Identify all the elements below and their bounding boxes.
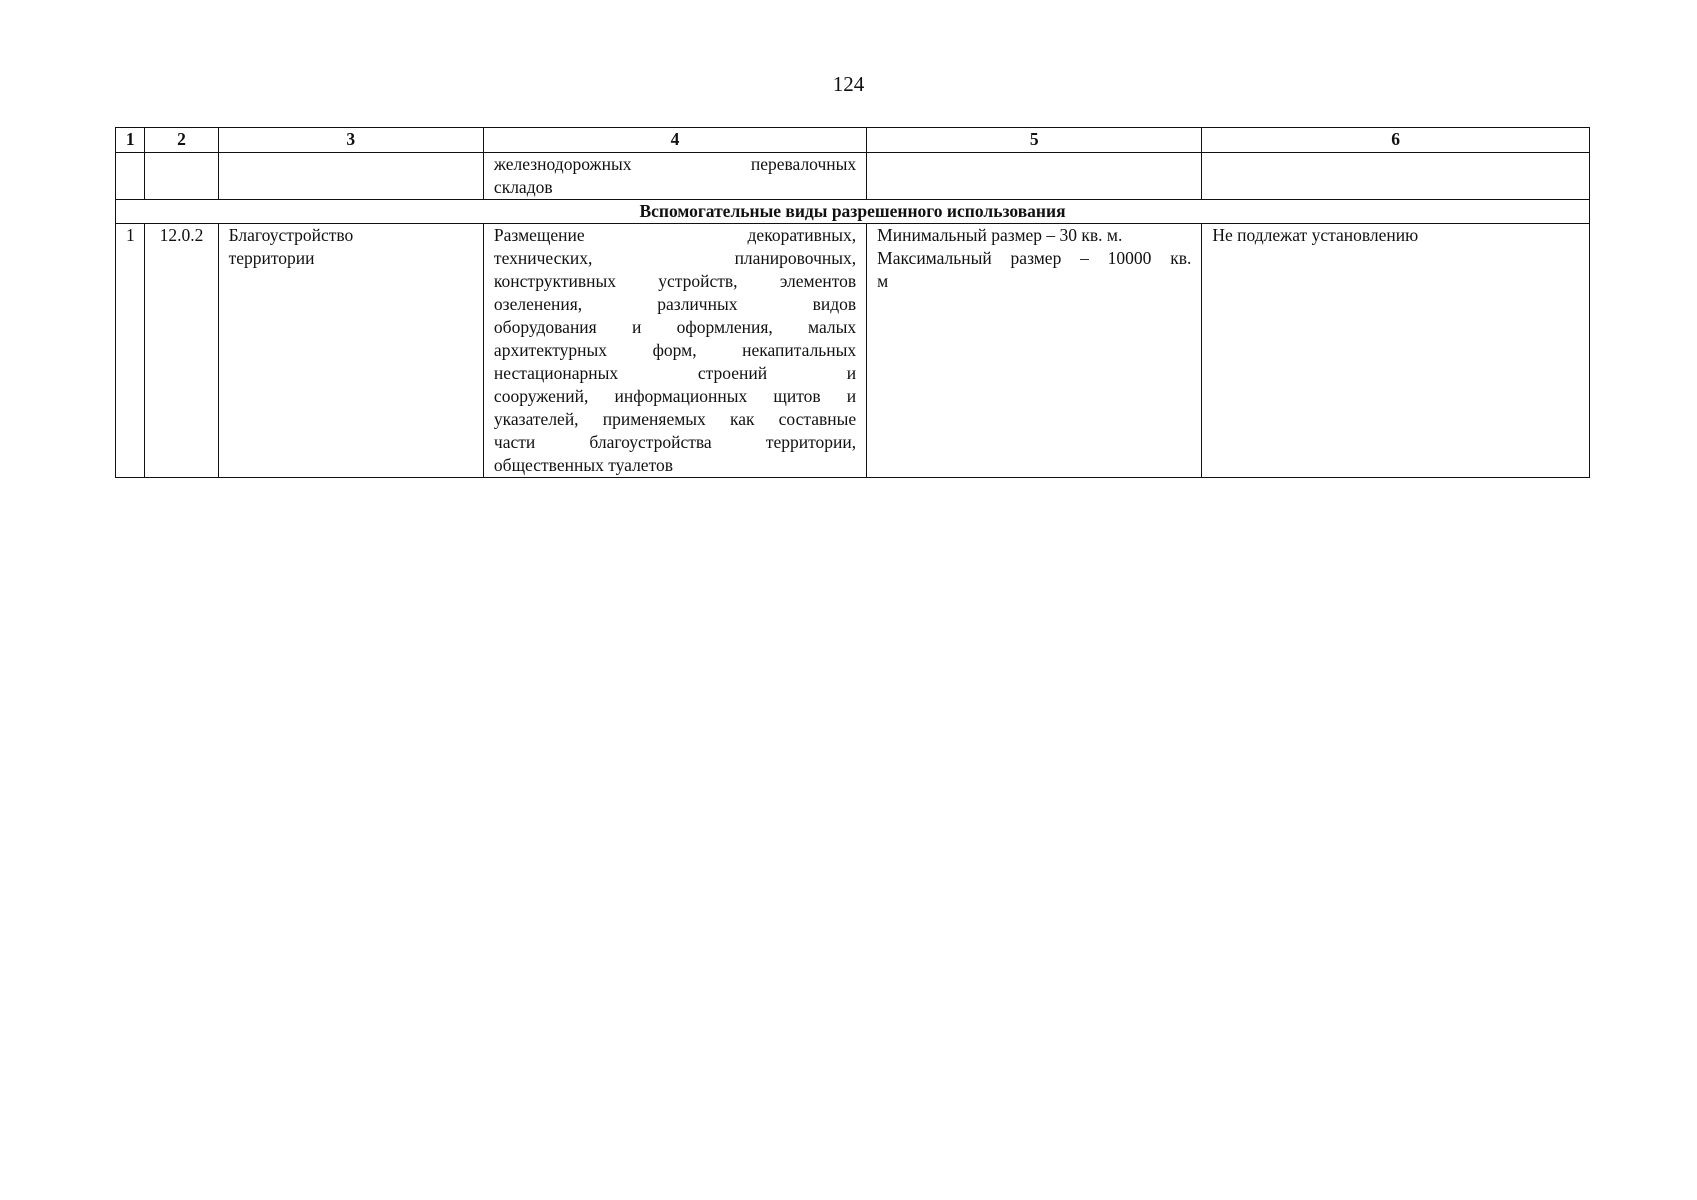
continuation-cell-1 — [116, 153, 145, 200]
row-size-limits — [867, 224, 1202, 478]
row-name-line: территории — [228, 248, 315, 268]
description-line: архитектурных форм, некапитальных — [493, 340, 857, 360]
description-line: общественных туалетов — [493, 455, 673, 475]
description-line: конструктивных устройств, элементов — [493, 271, 857, 291]
page-number: 124 — [832, 72, 865, 96]
continuation-cell-5 — [867, 153, 1202, 200]
description-line: Размещение декоративных, — [493, 225, 857, 245]
header-row — [116, 128, 1590, 153]
row-name — [218, 224, 483, 478]
continuation-cell-3 — [218, 153, 483, 200]
continuation-cell-2 — [145, 153, 218, 200]
description-line: оборудования и оформления, малых — [493, 317, 857, 337]
description-line: технических, планировочных, — [493, 248, 857, 268]
description-line: озеленения, различных видов — [493, 294, 857, 314]
description-line: нестационарных строений и — [493, 363, 857, 383]
section-title: Вспомогательные виды разрешенного использования — [116, 200, 1590, 224]
continuation-text-line: складов — [493, 177, 553, 197]
description-line: части благоустройства территории, — [493, 432, 857, 452]
size-line: Минимальный размер – 30 кв. м. — [877, 225, 1123, 245]
land-use-table — [115, 127, 1590, 478]
description-line: указателей, применяемых как составные — [493, 409, 857, 429]
continuation-cell-6 — [1202, 153, 1590, 200]
header-col-1: 1 — [116, 128, 145, 153]
description-line: сооружений, информационных щитов и — [493, 386, 857, 406]
continuation-cell-4 — [483, 153, 866, 200]
header-col-5: 5 — [867, 128, 1202, 153]
row-code: 12.0.2 — [145, 224, 218, 478]
section-row — [116, 200, 1590, 224]
size-line: Максимальный размер – 10000 кв. — [877, 248, 1192, 268]
table-row — [116, 224, 1590, 478]
row-description — [483, 224, 866, 478]
row-parameters: Не подлежат установлению — [1202, 224, 1590, 478]
header-col-2: 2 — [145, 128, 218, 153]
header-col-3: 3 — [218, 128, 483, 153]
header-col-6: 6 — [1202, 128, 1590, 153]
row-name-line: Благоустройство — [228, 225, 354, 245]
continuation-text-line: железнодорожных перевалочных — [493, 154, 857, 174]
continuation-row — [116, 153, 1590, 200]
size-line: м — [877, 271, 889, 291]
header-col-4: 4 — [483, 128, 866, 153]
row-number: 1 — [116, 224, 145, 478]
